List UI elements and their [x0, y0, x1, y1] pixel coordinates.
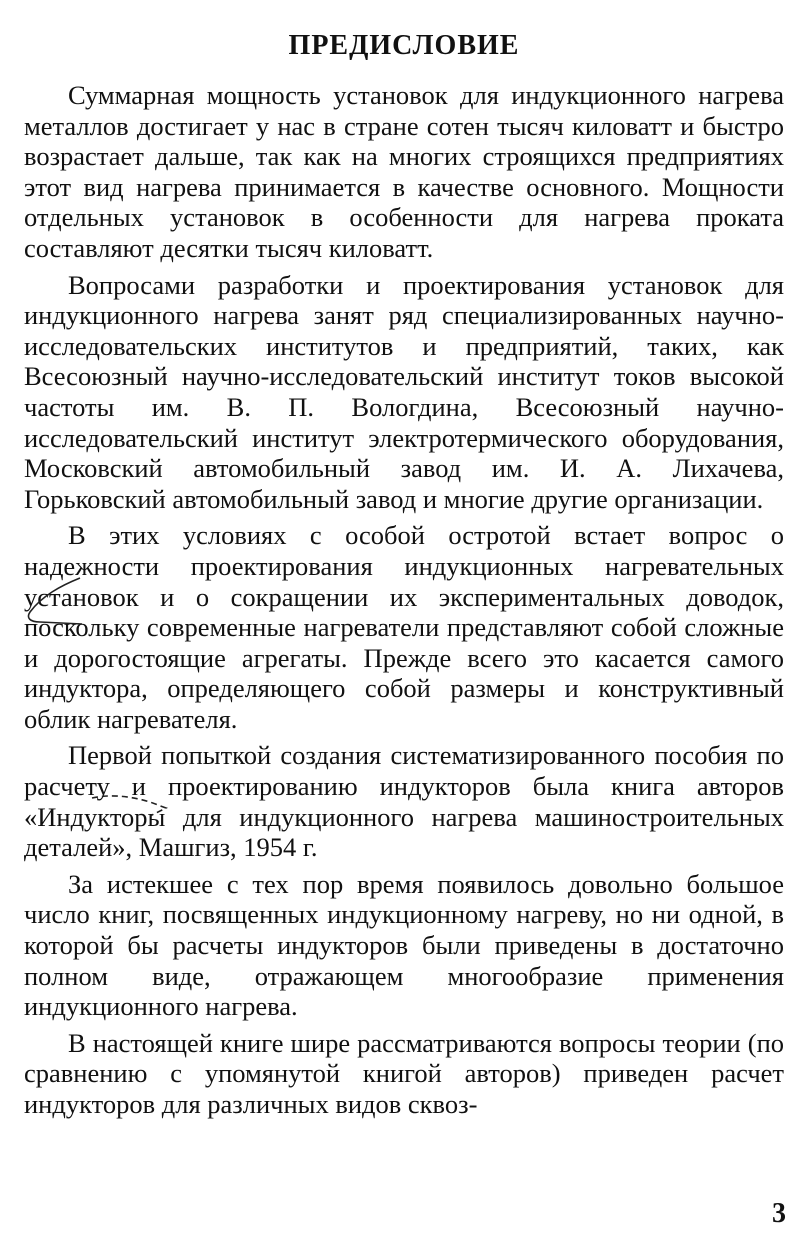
paragraph-6: В настоящей книге шире рассматриваются вопросы теории (по сравнению с упомянутой книгой авторов) приведен расчет индукторов для различных видов сквоз-	[24, 1027, 784, 1119]
document-page	[24, 30, 784, 1126]
paragraph-1: Суммарная мощность установок для индукционного нагрева металлов достигает у нас в стране сотен тысяч киловатт и быстро возрастает дальше, так как на многих строящихся предприятиях этот вид нагрева принимается в качестве основного. Мощности отдельных установок в особенности для нагрева проката составляют десятки тысяч киловатт.	[24, 80, 784, 263]
paragraph-4: Первой попыткой создания систематизированного пособия по расчету и проектированию индукторов была книга авторов «Индукторы для индукционного нагрева машиностроительных деталей», Машгиз, 1954 г.	[24, 740, 784, 863]
page-number: 3	[772, 1198, 786, 1229]
paragraph-5: За истекшее с тех пор время появилось довольно большое число книг, посвященных индукционному нагреву, но ни одной, в которой бы расчеты индукторов были приведены в достаточно полном виде, отражающем многообразие применения индукционного нагрева.	[24, 868, 784, 1022]
page-title: ПРЕДИСЛОВИЕ	[288, 30, 520, 61]
paragraph-3: В этих условиях с особой остротой встает вопрос о надежности проектирования индукционных нагревательных установок и о сокращении их экспериментальных доводок, поскольку современные нагреватели представляют собой сложные и дорогостоящие агрегаты. Прежде всего это касается самого индуктора, определяющего собой размеры и конструктивный облик нагревателя.	[24, 520, 784, 734]
paragraph-2: Вопросами разработки и проектирования установок для индукционного нагрева занят ряд специализированных научно-исследовательских институтов и предприятий, таких, как Всесоюзный научно-исследовательский институт токов высокой частоты им. В. П. Вологдина, Всесоюзный научно-исследовательский институт электротермического оборудования, Московский автомобильный завод им. И. А. Лихачева, Горьковский автомобильный завод и многие другие организации.	[24, 269, 784, 514]
